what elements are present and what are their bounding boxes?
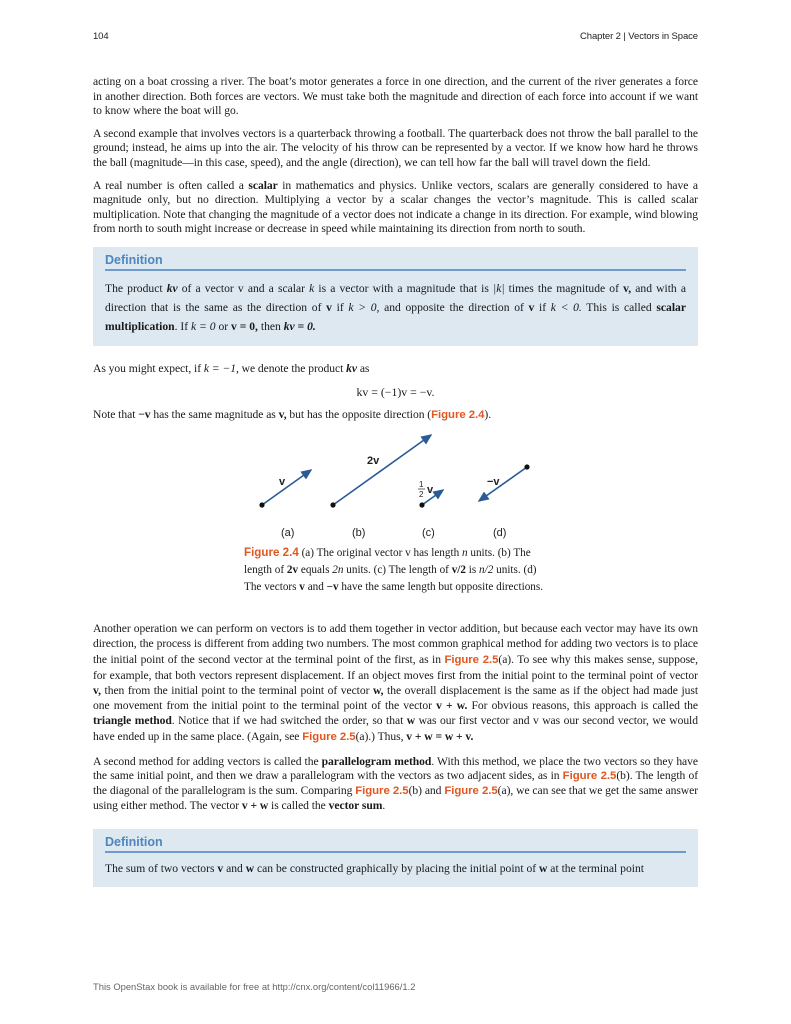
paragraph-parallelogram: A second method for adding vectors is called the parallelogram method. With this method, we place the two vectors so they have the same initial point, and then we draw a parallelogram with the vectors as two adjacent sides, as in Figure 2.5(b). The length of the diagonal of the parallelogram is the sum. Comparing Figure 2.5(b) and Figure 2.5(a), we can see that we get the same answer using either method. The vector v + w is called the vector sum. xyxy=(93,754,699,812)
figure-2-5-link[interactable]: Figure 2.5 xyxy=(355,784,409,797)
vector-b xyxy=(330,435,431,508)
figure-2-5-link[interactable]: Figure 2.5 xyxy=(444,653,499,666)
figure-2-4-link[interactable]: Figure 2.4 xyxy=(431,408,485,421)
svg-text:v: v xyxy=(427,484,434,497)
sublabel-b: (b) xyxy=(352,527,366,540)
paragraph-quarterback: A second example that involves vectors is a quarterback throwing a football. The quarterback does not throw the ball parallel to the ground; instead, he aims up into the air. The velocity of his throw can be represented by a vector. If we know how hard he throws the ball (magnitude—in this case, speed), and the angle (direction), we can tell how far the ball will travel down the field. xyxy=(93,126,698,169)
definition-text: The product kv of a vector v and a scalar k is a vector with a magnitude that is |k| times the magnitude of v, and with a direction that is the same as the direction of v if k > 0, and opposite the direction of v if k < 0. This is called scalar multiplication. If k = 0 or v = 0, then kv = 0. xyxy=(105,281,686,333)
equation-negative-v: kv = (−1)v = −v. xyxy=(356,384,435,399)
paragraph-boat: acting on a boat crossing a river. The boat’s motor generates a force in one direction, and the current of the river generates a force in another direction. Both forces are vectors. We must take both the magnitude and direction of each force into account if we want to know where the boat will go. xyxy=(93,75,698,118)
footer-note: This OpenStax book is available for free at http://cnx.org/content/col11966/1.2 xyxy=(93,981,416,992)
sublabel-d: (d) xyxy=(493,527,507,540)
svg-text:v: v xyxy=(279,476,286,489)
definition-text: The sum of two vectors v and w can be constructed graphically by placing the initial point of w at the terminal point xyxy=(105,862,644,876)
term-scalar: scalar xyxy=(248,178,278,192)
svg-text:1: 1 xyxy=(419,480,424,490)
figure-2-5-link[interactable]: Figure 2.5 xyxy=(562,770,617,783)
page-content xyxy=(93,75,698,903)
term-triangle-method: triangle method xyxy=(93,714,172,728)
definition-box-vector-sum xyxy=(93,829,698,887)
svg-text:2: 2 xyxy=(419,490,424,500)
term-parallelogram-method: parallelogram method xyxy=(321,754,432,768)
figure-label: Figure 2.4 xyxy=(244,546,299,560)
paragraph-vector-addition: Another operation we can perform on vectors is to add them together in vector addition, but because each vector may have its own direction, the process is different from adding two numbers. The most common graphical method for adding two vectors is to place the initial point of the second vector at the terminal point of the first, as in Figure 2.5(a). To see why this makes sense, suppose, for example, that both vectors represent displacement. If an object moves first from the initial point to the terminal point of vector v, then from the initial point to the terminal point of vector w, the overall displacement is the same as if the object had made just one movement from the initial point to the terminal point of the vector v + w. For obvious reasons, this approach is called the triangle method. Notice that if we had switched the order, so that w was our first vector and v was our second vector, we would have ended up in the same place. (Again, see Figure 2.5(a).) Thus, v + w = w + v. xyxy=(93,622,699,743)
figure-2-5-link[interactable]: Figure 2.5 xyxy=(444,784,498,797)
definition-title: Definition xyxy=(105,253,686,271)
vector-diagram xyxy=(93,430,698,550)
svg-text:−v: −v xyxy=(487,476,500,489)
term-scalar-multiplication: scalar multiplication xyxy=(105,300,686,333)
vector-a xyxy=(259,470,311,508)
term-vector-sum: vector sum xyxy=(328,798,383,812)
svg-text:2v: 2v xyxy=(367,455,380,468)
definition-box-scalar-multiplication xyxy=(93,247,698,346)
figure-2-4 xyxy=(93,430,698,605)
paragraph-note: Note that −v has the same magnitude as v, but has the opposite direction (Figure 2.4). xyxy=(93,407,492,421)
paragraph-expect: As you might expect, if k = −1, we denote the product kv as xyxy=(93,361,370,375)
vector-c xyxy=(418,480,443,508)
sublabel-c: (c) xyxy=(422,527,435,540)
sublabel-a: (a) xyxy=(281,527,295,540)
vector-d xyxy=(479,465,530,502)
chapter-header: Chapter 2 | Vectors in Space xyxy=(580,31,698,42)
page-number: 104 xyxy=(93,31,109,42)
definition-title: Definition xyxy=(105,835,686,853)
paragraph-scalar: A real number is often called a scalar in mathematics and physics. Unlike vectors, scalars are generally considered to have a magnitude only, but no direction. Multiplying a vector by a scalar changes the vector’s magnitude. This is called scalar multiplication. Note that changing the magnitude of a vector does not indicate a change in its direction. For example, wind blowing from north to south might increase or decrease in speed while maintaining its direction from north to south. xyxy=(93,178,699,236)
figure-caption: Figure 2.4 (a) The original vector v has length n units. (b) The length of 2v equals 2n units. (c) The length of v/2 is n/2 units. (d) The vectors v and −v have the same length but opposite directions. xyxy=(244,546,544,594)
figure-2-5-link[interactable]: Figure 2.5 xyxy=(302,730,356,743)
